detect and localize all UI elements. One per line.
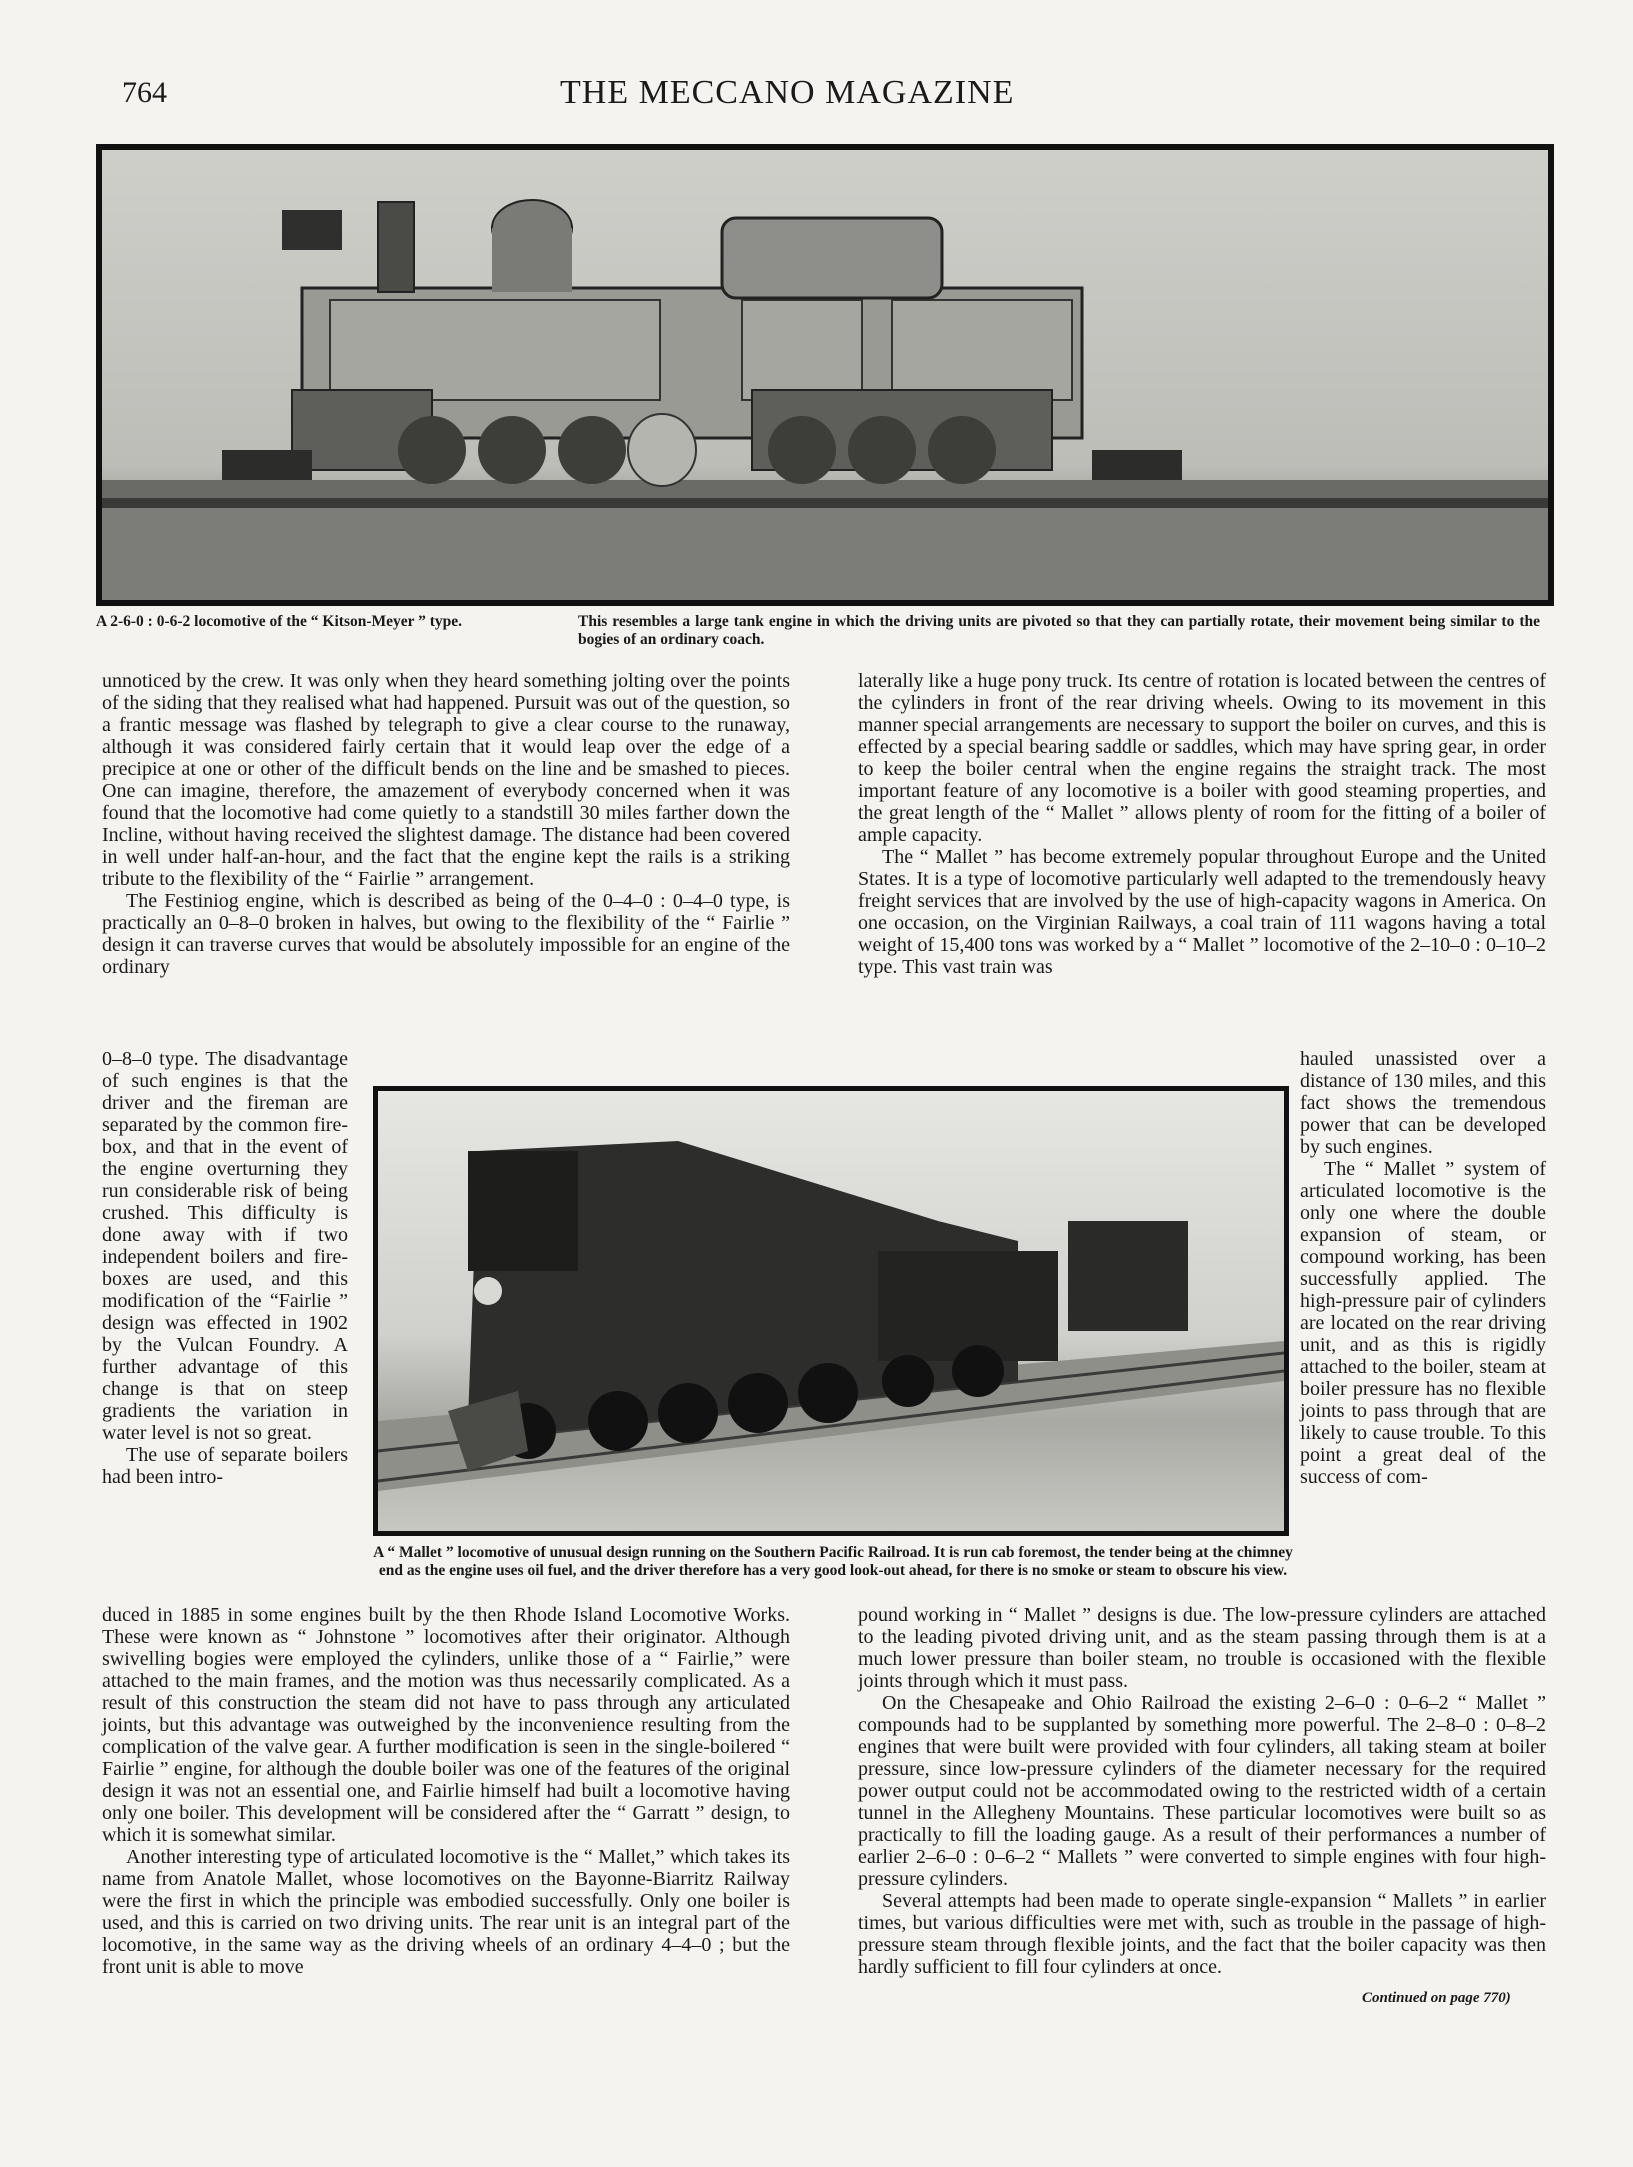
column-1-bottom bbox=[102, 1604, 790, 1978]
paragraph: hauled unassisted over a distance of 130 miles, and this fact shows the tremendous power that can be developed by such engines. bbox=[1300, 1048, 1546, 1158]
column-2-top bbox=[858, 670, 1546, 978]
paragraph: duced in 1885 in some engines built by the then Rhode Island Locomotive Works. These were known as “ Johnstone ” locomotives after their originator. Although swivelling bogies were employed the cylinders, unlike those of a “ Fairlie,” were attached to the main frames, and the motion was thus necessarily complicated. As a result of this construction the steam did not have to pass through any articulated joints, but this advantage was outweighed by the inconvenience resulting from the complication of the valve gear. A further modification is seen in the single-boilered “ Fairlie ” engine, for although the double boiler was one of the features of the original design it was not an essential one, and Fairlie himself had built a locomotive having only one boiler. This development will be considered after the “ Garratt ” design, to which it is somewhat similar. bbox=[102, 1604, 790, 1846]
continued-note: Continued on page 770) bbox=[1362, 1990, 1511, 2006]
paragraph: laterally like a huge pony truck. Its centre of rotation is located between the centres of the cylinders in front of the rear driving wheels. Owing to its movement in this manner special arrangements are necessary to support the boiler on curves, and this is effected by a special bearing saddle or saddles, which may have spring gear, in order to keep the boiler central when the engine regains the straight track. The most important feature of any locomotive is a boiler with good steaming properties, and the great length of the “ Mallet ” allows plenty of room for the fitting of a boiler of ample capacity. bbox=[858, 670, 1546, 846]
top-caption-rest: This resembles a large tank engine in which the driving units are pivoted so that they can partially rotate, their movement being similar to the bogies of an ordinary coach. bbox=[578, 613, 1540, 648]
paragraph: unnoticed by the crew. It was only when they heard something jolting over the points of the siding that they realised what had happened. Pursuit was out of the question, so a frantic message was flashed by telegraph to give a clear course to the runaway, although it was considered fairly certain that it would leap over the edge of a precipice at one or other of the difficult bends on the line and be smashed to pieces. One can imagine, therefore, the amazement of everybody concerned when it was found that the locomotive had come quietly to a standstill 30 miles farther down the Incline, without having received the slightest damage. The distance had been covered in well under half-an-hour, and the fact that the engine kept the rails is a striking tribute to the flexibility of the “ Fairlie ” arrangement. bbox=[102, 670, 790, 890]
top-caption-lead: A 2-6-0 : 0-6-2 locomotive of the “ Kitson-Meyer ” type. bbox=[96, 613, 463, 630]
mid-photo-caption: A “ Mallet ” locomotive of unusual design running on the Southern Pacific Railroad. It is run cab foremost, the tender being at the chimney end as the engine uses oil fuel, and the driver therefore has a very good look-out ahead, for there is no smoke or steam to obscure his view. bbox=[373, 1544, 1293, 1579]
paragraph: The “ Mallet ” has become extremely popular throughout Europe and the United States. It is a type of locomotive particularly well adapted to the tremendously heavy freight services that are involved by the use of high-capacity wagons in America. On one occasion, on the Virginian Railways, a coal train of 111 wagons having a total weight of 15,400 tons was worked by a “ Mallet ” locomotive of the 2–10–0 : 0–10–2 type. This vast train was bbox=[858, 846, 1546, 978]
column-2-bottom bbox=[858, 1604, 1546, 1978]
paragraph: Several attempts had been made to operate single-expansion “ Mallets ” in earlier times, but various difficulties were met with, such as trouble in the passage of high-pressure steam through flexible joints, and the fact that the boiler capacity was then hardly sufficient to fill four cylinders at once. bbox=[858, 1890, 1546, 1978]
paragraph: The Festiniog engine, which is described as being of the 0–4–0 : 0–4–0 type, is practically an 0–8–0 broken in halves, but owing to the flexibility of the “ Fairlie ” design it can traverse curves that would be absolutely impossible for an engine of the ordinary bbox=[102, 890, 790, 978]
paragraph: On the Chesapeake and Ohio Railroad the existing 2–6–0 : 0–6–2 “ Mallet ” compounds had to be supplanted by something more powerful. The 2–8–0 : 0–8–2 engines that were built were provided with four cylinders, all taking steam at boiler pressure, since low-pressure cylinders of the diameter necessary for the required power output could not be accommodated owing to the restricted width of a certain tunnel in the Allegheny Mountains. These particular locomotives were built so as practically to fill the loading gauge. As a result of their performances a number of earlier 2–6–0 : 0–6–2 “ Mallets ” were converted to simple engines with four high-pressure cylinders. bbox=[858, 1692, 1546, 1890]
paragraph: The “ Mallet ” system of articulated locomotive is the only one where the double expansion of steam, or compound working, has been successfully applied. The high-pressure pair of cylinders are located on the rear driving unit, and as this is rigidly attached to the boiler, steam at boiler pressure has no flexible joints to pass through that are likely to cause trouble. To this point a great deal of the success of com- bbox=[1300, 1158, 1546, 1488]
locomotive-illustration bbox=[102, 150, 1548, 600]
paragraph: 0–8–0 type. The disadvantage of such engines is that the driver and the fireman are separated by the common fire-box, and that in the event of the engine overturning they run considerable risk of being crushed. This difficulty is done away with if two independent boilers and fire-boxes are used, and this modification of the “Fairlie ” design was effected in 1902 by the Vulcan Foundry. A further advantage of this change is that on steep gradients the variation in water level is not so great. bbox=[102, 1048, 348, 1444]
paragraph: Another interesting type of articulated locomotive is the “ Mallet,” which takes its name from Anatole Mallet, whose locomotives on the Bayonne-Biarritz Railway were the first in which the principle was embodied successfully. Only one boiler is used, and this is carried on two driving units. The rear unit is an integral part of the locomotive, in the same way as the driving wheels of an ordinary 4–4–0 ; but the front unit is able to move bbox=[102, 1846, 790, 1978]
page-number: 764 bbox=[122, 76, 167, 109]
paragraph: pound working in “ Mallet ” designs is due. The low-pressure cylinders are attached to the leading pivoted driving unit, and as the steam passing through them is at a much lower pressure than boiler steam, no trouble is occasioned with the flexible joints through which it must pass. bbox=[858, 1604, 1546, 1692]
masthead-title: THE MECCANO MAGAZINE bbox=[560, 74, 1015, 111]
mallet-locomotive-photo bbox=[373, 1086, 1289, 1536]
paragraph: The use of separate boilers had been intro- bbox=[102, 1444, 348, 1488]
column-1-top bbox=[102, 670, 790, 978]
kitson-meyer-locomotive-photo bbox=[96, 144, 1554, 606]
mallet-illustration bbox=[378, 1091, 1284, 1531]
column-1-narrow bbox=[102, 1048, 348, 1488]
column-2-narrow bbox=[1300, 1048, 1546, 1488]
